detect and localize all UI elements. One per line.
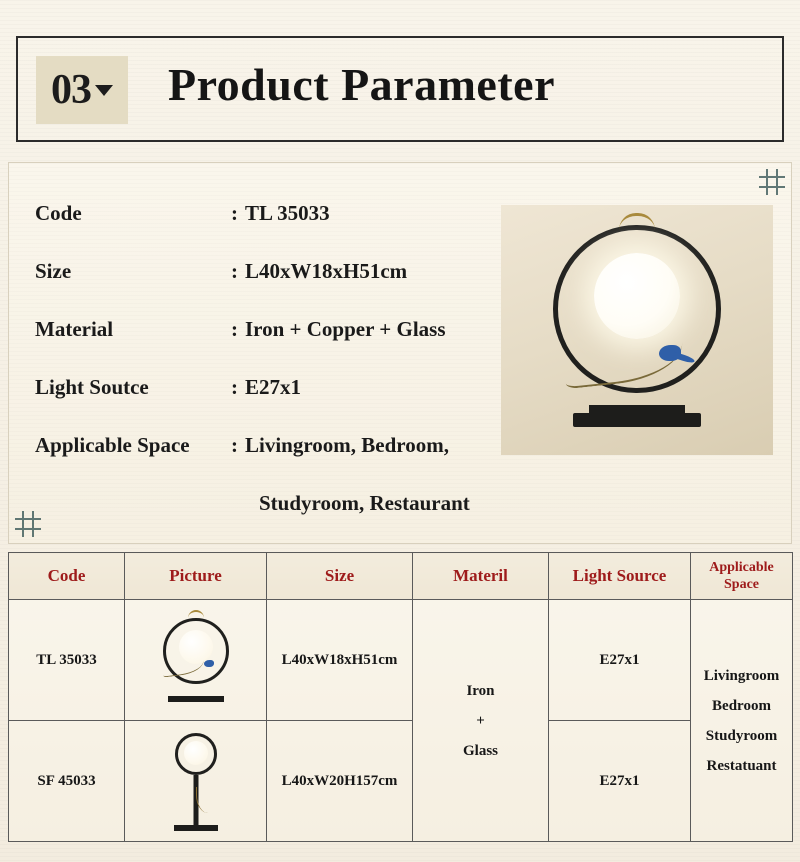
spec-colon: :	[231, 317, 238, 341]
table-header-light-source: Light Source	[549, 553, 691, 600]
section-number-badge	[36, 56, 128, 124]
cell-light-source: E27x1	[549, 600, 691, 721]
spec-row-code	[35, 201, 515, 259]
cell-code: SF 45033	[9, 721, 125, 842]
spec-label: Size	[35, 259, 72, 283]
page-header	[0, 0, 800, 150]
spec-row-applicable-space-continued	[35, 491, 515, 535]
header-rule-right	[782, 36, 784, 142]
spec-row-size	[35, 259, 515, 317]
header-rule-left	[16, 36, 18, 142]
floor-lamp-thumbnail	[126, 729, 265, 833]
spec-label: Code	[35, 201, 82, 225]
spec-value: L40xW18xH51cm	[245, 259, 408, 283]
table-row	[9, 600, 793, 721]
spec-value: Livingroom, Bedroom,	[245, 433, 449, 457]
cell-size: L40xW20H157cm	[267, 721, 413, 842]
spec-label: Material	[35, 317, 114, 341]
cell-code: TL 35033	[9, 600, 125, 721]
spec-panel	[8, 162, 792, 544]
lamp-base	[573, 413, 701, 427]
spec-colon: :	[231, 259, 238, 283]
space-line: Livingroom	[703, 667, 780, 684]
spec-value: Studyroom, Restaurant	[259, 491, 470, 515]
spec-row-light-source	[35, 375, 515, 433]
table-header-row	[9, 553, 793, 600]
spec-colon: :	[231, 375, 238, 399]
page-title: Product Parameter	[168, 59, 555, 110]
cell-applicable-space	[691, 600, 793, 842]
lamp-bird-ornament	[659, 345, 681, 361]
spec-row-material	[35, 317, 515, 375]
lamp-base-foot	[589, 405, 685, 413]
material-line: Glass	[462, 742, 498, 759]
header-rule-top	[16, 36, 784, 38]
spec-colon: :	[231, 201, 238, 225]
table-header-code: Code	[9, 553, 125, 600]
spec-label: Light Soutce	[35, 375, 149, 399]
spec-value: TL 35033	[245, 201, 330, 225]
spec-label: Applicable Space	[35, 433, 190, 457]
cell-picture	[125, 600, 267, 721]
cell-size: L40xW18xH51cm	[267, 600, 413, 721]
material-line: +	[476, 712, 485, 729]
space-line: Restatuant	[706, 757, 777, 774]
spec-colon: :	[231, 433, 238, 457]
table-lamp-thumbnail	[126, 608, 265, 712]
space-line: Studyroom	[705, 727, 778, 744]
table-header-material: Materil	[413, 553, 549, 600]
spec-value: E27x1	[245, 375, 302, 399]
header-rule-bottom	[16, 140, 784, 142]
table-header-picture: Picture	[125, 553, 267, 600]
table-header-applicable-space: Applicable Space	[691, 553, 793, 600]
section-number: 03	[51, 67, 91, 113]
product-variants-table	[8, 552, 793, 842]
product-photo	[501, 205, 773, 455]
table-header-size: Size	[267, 553, 413, 600]
cell-material	[413, 600, 549, 842]
spec-list	[35, 201, 515, 535]
space-line: Bedroom	[712, 697, 771, 714]
table-row	[9, 721, 793, 842]
corner-ornament-icon	[759, 169, 785, 195]
spec-value: Iron + Copper + Glass	[245, 317, 446, 341]
chevron-down-icon	[95, 85, 113, 96]
lamp-finial	[619, 213, 655, 230]
cell-light-source: E27x1	[549, 721, 691, 842]
spec-row-applicable-space	[35, 433, 515, 491]
material-line: Iron	[466, 682, 495, 699]
cell-picture	[125, 721, 267, 842]
